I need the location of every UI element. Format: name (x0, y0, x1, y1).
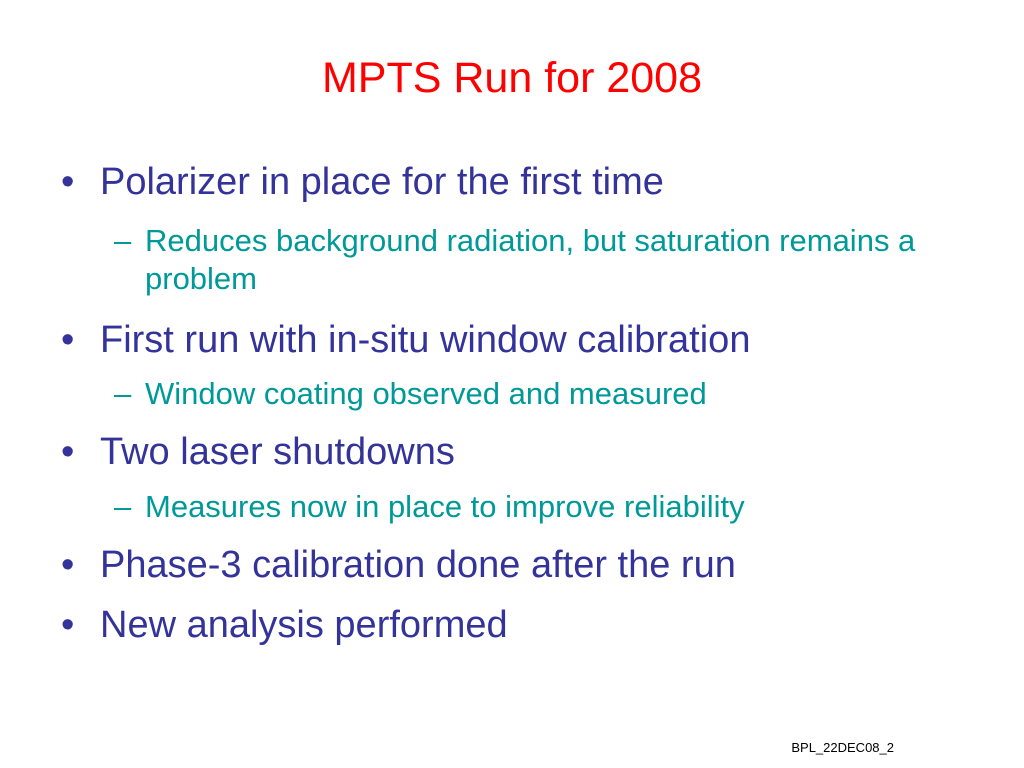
bullet-text: First run with in-situ window calibration (100, 319, 751, 361)
bullet-icon: • (61, 544, 75, 586)
slide-footer-id: BPL_22DEC08_2 (791, 740, 894, 755)
dash-icon: – (114, 223, 132, 258)
dash-icon: – (114, 376, 132, 411)
bullet-icon: • (61, 161, 75, 203)
bullet-item (0, 158, 1000, 206)
sub-bullet-text: Window coating observed and measured (145, 376, 707, 411)
sub-bullet-text: Reduces background radiation, but saturation remains a problem (145, 223, 916, 296)
bullet-item (0, 541, 1000, 589)
sub-bullet-text: Measures now in place to improve reliability (145, 489, 745, 524)
slide-title: MPTS Run for 2008 (321, 54, 702, 102)
bullet-icon: • (61, 604, 75, 646)
dash-icon: – (114, 489, 132, 524)
bullet-item (0, 428, 1000, 476)
bullet-text: New analysis performed (100, 604, 508, 646)
bullet-icon: • (61, 319, 75, 361)
bullet-item (0, 316, 1000, 364)
bullet-text: Two laser shutdowns (100, 431, 455, 473)
bullet-icon: • (61, 431, 75, 473)
bullet-text: Polarizer in place for the first time (100, 161, 664, 203)
bullet-text: Phase-3 calibration done after the run (100, 544, 736, 586)
bullet-item (0, 601, 1000, 649)
